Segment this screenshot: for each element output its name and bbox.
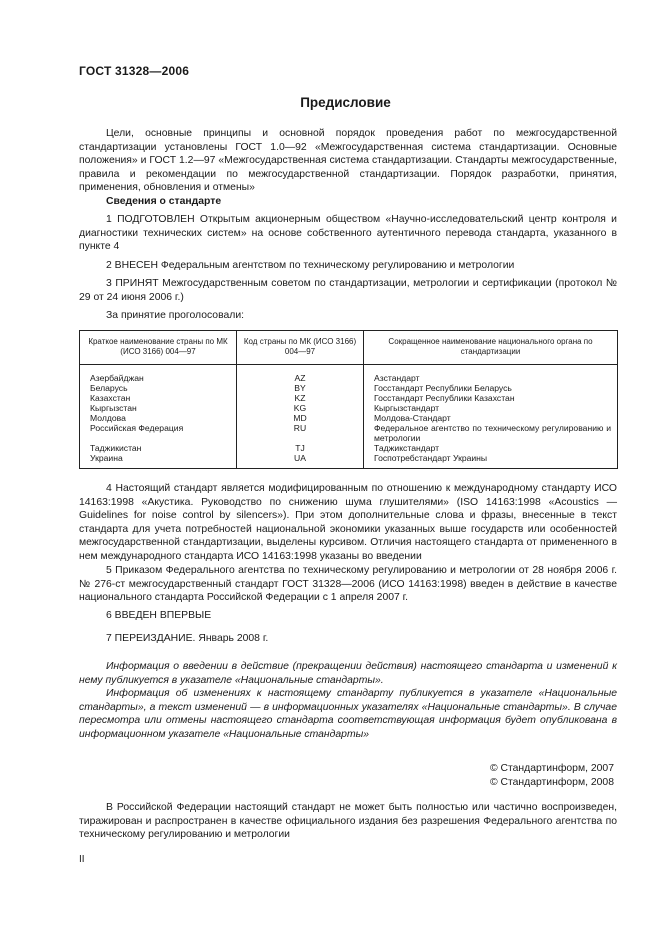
item-3: 3 ПРИНЯТ Межгосударственным советом по стандартизации, метрологии и сертификации (протокол № 29 от 24 июня 2006 г.) [79,278,617,303]
item-7: 7 ПЕРЕИЗДАНИЕ. Январь 2008 г. [106,633,269,644]
info-paragraph-2: Информация об изменениях к настоящему стандарту публикуется в указателе «Национальные стандарты», а текст изменений — в информационных указателях «Национальные стандарты». В случае пересмотра или отмены настоящего стандарта соответствующая информация будет опубликована в информационном указателе «Национальные стандарты» [79,688,617,740]
code-cell: KZ [237,393,364,403]
item-2: 2 ВНЕСЕН Федеральным агентством по техническому регулированию и метрологии [106,260,515,271]
body-cell: Федеральное агентство по техническому регулированию и метрологии [364,423,618,443]
table-row [80,423,618,443]
column-header-country: Краткое наименование страны по МК (ИСО 3166) 004—97 [80,331,237,365]
voting-table [79,330,618,469]
page-number: II [79,854,85,865]
body-cell: Госстандарт Республики Казахстан [364,393,618,403]
document-id: ГОСТ 31328—2006 [79,64,190,78]
body-cell: Азстандарт [364,365,618,384]
table-row [80,413,618,423]
item-5: 5 Приказом Федерального агентства по техническому регулированию и метрологии от 28 ноября 2006 г. № 276-ст межгосударственный стандарт ГОСТ 31328—2006 (ИСО 14163:1998) введен в действие в качестве национального стандарта Российской Федерации с 1 апреля 2007 г. [79,565,617,604]
section-heading: Сведения о стандарте [106,196,222,207]
country-cell: Молдова [80,413,237,423]
copyright-2007: © Стандартинформ, 2007 [489,763,614,774]
body-cell: Молдова-Стандарт [364,413,618,423]
column-header-code: Код страны по МК (ИСО 3166) 004—97 [237,331,364,365]
item-1: 1 ПОДГОТОВЛЕН Открытым акционерным обществом «Научно-исследовательский центр контроля и диагностики технических систем» на основе собственного аутентичного перевода стандарта, указанного в пункте 4 [79,214,617,253]
code-cell: TJ [237,443,364,453]
vote-label: За принятие проголосовали: [106,310,245,321]
code-cell: RU [237,423,364,443]
code-cell: AZ [237,365,364,384]
table-row [80,365,618,384]
item-6: 6 ВВЕДЕН ВПЕРВЫЕ [106,610,212,621]
country-cell: Кыргызстан [80,403,237,413]
body-cell: Кыргызстандарт [364,403,618,413]
code-cell: UA [237,453,364,469]
table-row [80,443,618,453]
body-cell: Госстандарт Республики Беларусь [364,383,618,393]
table-row [80,403,618,413]
reproduction-notice: В Российской Федерации настоящий стандарт не может быть полностью или частично воспроизведен, тиражирован и распространен в качестве официального издания без разрешения Федерального агентства по техническому регулированию и метрологии [79,802,617,841]
intro-paragraph: Цели, основные принципы и основной порядок проведения работ по межгосударственной стандартизации установлены ГОСТ 1.0—92 «Межгосударственная система стандартизации. Основные положения» и ГОСТ 1.2—97 «Межгосударственная система стандартизации. Стандарты межгосударственные, правила и рекомендации по межгосударственной стандартизации. Порядок разработки, принятия, применения, обновления и отмены» [79,128,617,194]
table-row [80,383,618,393]
code-cell: BY [237,383,364,393]
country-cell: Азербайджан [80,365,237,384]
table-row [80,393,618,403]
column-header-body: Сокращенное наименование национального органа по стандартизации [364,331,618,365]
code-cell: MD [237,413,364,423]
table-header-row [80,331,618,365]
body-cell: Госпотребстандарт Украины [364,453,618,469]
country-cell: Таджикистан [80,443,237,453]
copyright-2008: © Стандартинформ, 2008 [489,777,614,788]
page-title: Предисловие [300,95,391,110]
country-cell: Беларусь [80,383,237,393]
item-4: 4 Настоящий стандарт является модифицированным по отношению к международному стандарту ИСО 14163:1998 «Акустика. Руководство по снижению шума глушителями» (ISO 14163:1998 «Acoustics — Guidelines for noise control by silencers»). При этом дополнительные слова и фразы, внесенные в текст стандарта для учета потребностей национальной экономики указанных выше государств или особенностей межгосударственной стандартизации, выделены курсивом. Отличия настоящего стандарта от примененного в нем международного стандарта ИСО 14163:1998 указаны во введении [79,483,617,562]
body-cell: Таджикстандарт [364,443,618,453]
country-cell: Казахстан [80,393,237,403]
code-cell: KG [237,403,364,413]
info-paragraph-1: Информация о введении в действие (прекращении действия) настоящего стандарта и изменений к нему публикуется в указателе «Национальные стандарты». [79,661,617,686]
country-cell: Российская Федерация [80,423,237,443]
table-row [80,453,618,469]
country-cell: Украина [80,453,237,469]
